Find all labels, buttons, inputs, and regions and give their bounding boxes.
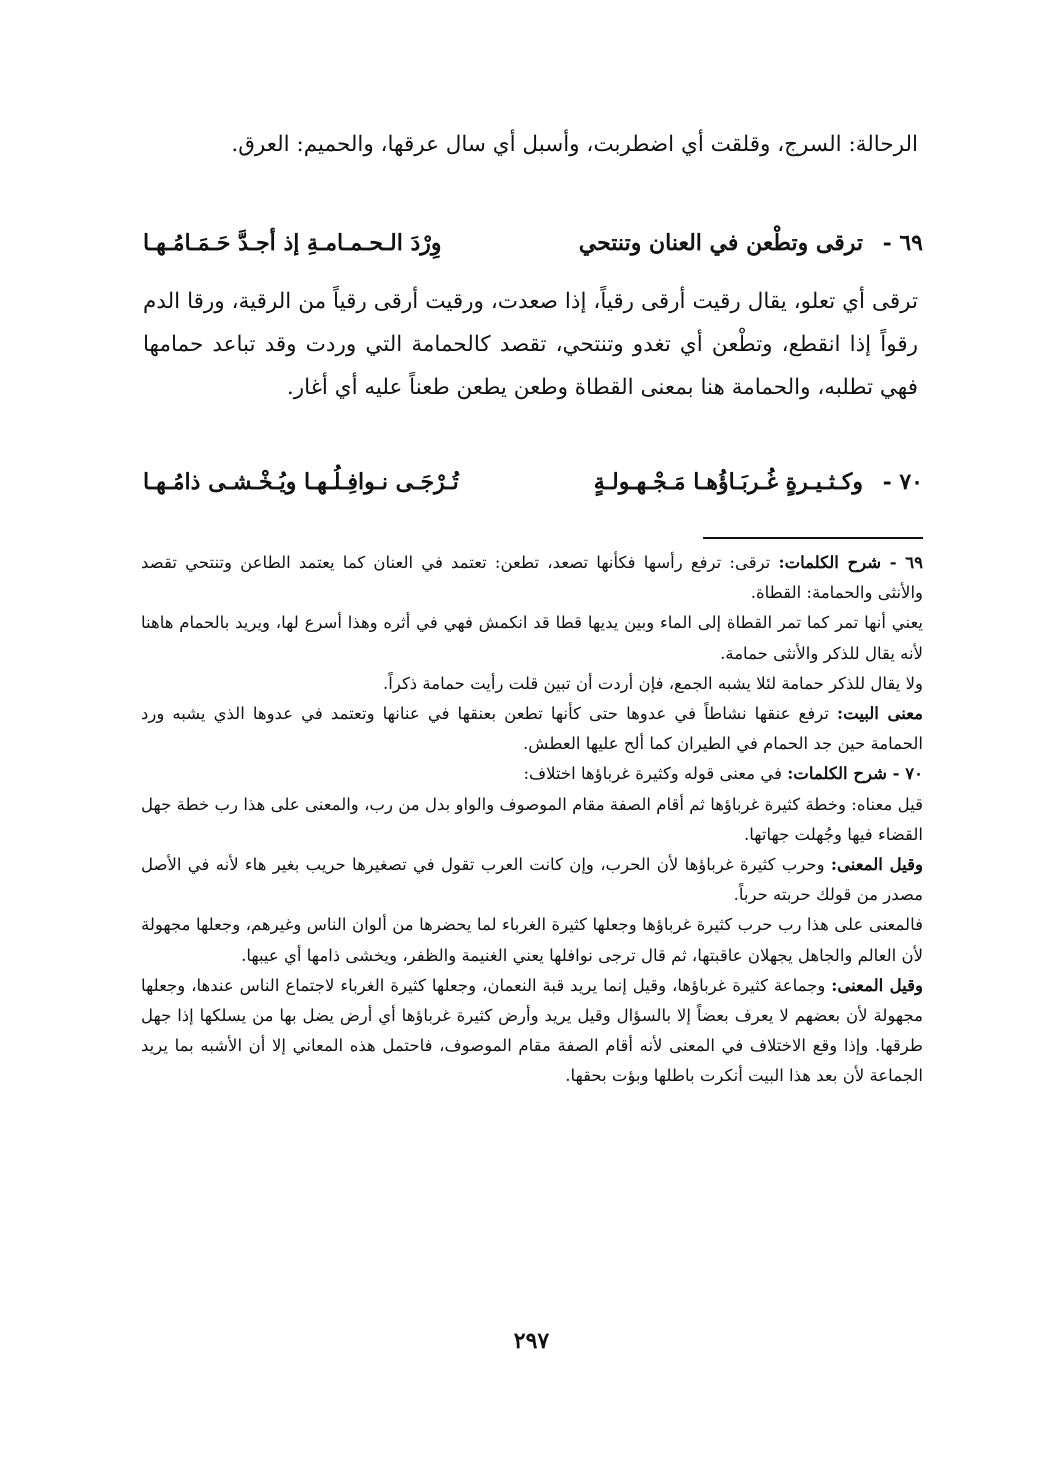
note-70-third-opinion-text: وجماعة كثيرة غرباؤها، وقيل إنما يريد قبة النعمان، وجعلها كثيرة الغرباء لاجتماع الناس عندها، وجعلها مجهولة لأن بعضهم لا يعرف بعضاً إلا بالسؤال وقيل يريد وأرض كثيرة غرباؤها أي أرض يضل بها من يسلكها إذا جهل طرقها. وإذا وقع الاختلاف في المعنى لأنه أقام الصفة مقام الموصوف، فاحتمل هذه المعاني إلا أن الأشبه بما يريد الجماعة لأن بعد هذا البيت أنكرت باطلها وبؤت بحقها.: [141, 975, 923, 1086]
verse-69-first-hemistich: ترقى وتطْعن في العنان وتنتحي: [578, 230, 863, 256]
note-69-meaning: [141, 699, 923, 759]
note-70-second-opinion: [141, 850, 923, 910]
commentary-paragraph-2: ترقى أي تعلو، يقال رقيت أرقى رقياً، إذا صعدت، ورقيت أرقى رقياً من الرقية، ورقا الدم رقواً إذا انقطع، وتطْعن أي تغدو وتنتحي، تقصد كالحمامة التي وردت وقد تباعد حمامها فهي تطلبه، والحمامة هنا بمعنى القطاة وطعن يطعن طعناً عليه أي أغار.: [143, 289, 918, 400]
note-69-words-text: ترقى: ترفع رأسها فكأنها تصعد، تطعن: تعتمد في العنان كما يعتمد الطاعن وتنتحي تقصد والأنثى والحمامة: القطاة.: [141, 553, 923, 603]
verse-70-first-hemistich: وكـثـيـرةٍ غُـربَـاؤُهـا مَـجْـهـولـةٍ: [593, 469, 863, 495]
note-69-label: ٦٩ - شرح الكلمات:: [778, 553, 924, 572]
note-70-label: ٧٠ - شرح الكلمات:: [787, 764, 923, 784]
note-70-second-opinion-label: وقيل المعنى:: [830, 855, 923, 875]
verse-70-number: ٧٠ -: [882, 469, 923, 495]
note-70-second-opinion-text: وحرب كثيرة غرباؤها لأن الحرب، وإن كانت العرب تقول في تصغيرها حريب بغير هاء لأنه في الأصل مصدر من قولك حربته حرباً.: [141, 855, 923, 905]
page-number: ٢٩٧: [513, 1328, 550, 1354]
verse-70: [143, 462, 923, 502]
footnotes: [141, 548, 923, 1092]
verse-69: [143, 223, 923, 263]
commentary-paragraph-1: الرحالة: السرج، وقلقت أي اضطربت، وأسبل أي سال عرقها، والحميم: العرق.: [231, 132, 918, 157]
note-69-words: [141, 548, 923, 608]
note-70-third-opinion-label: وقيل المعنى:: [831, 975, 923, 995]
note-70-third-opinion: [141, 971, 923, 1092]
verse-69-second-hemistich: وِرْدَ الـحـمـامـةِ إذ أجـدَّ حَـمَـامُـهـا: [143, 230, 442, 256]
footnote-divider: [703, 537, 923, 539]
note-69-meaning-text: ترفع عنقها نشاطاً في عدوها حتى كأنها تطعن بعنقها في عنانها وتعتمد في عدوها الذي يشبه ورد الحمامة حين جد الحمام في الطيران كما ألح عليها العطش.: [141, 704, 923, 754]
note-69-explanation: يعني أنها تمر كما تمر القطاة إلى الماء وبين يديها قطا قد انكمش فهي في أثره وهذا أسرع لها، ويريد بالحمام هاهنا لأنه يقال للذكر والأنثى حمامة.: [141, 613, 923, 663]
note-69-meaning-label: معنى البيت:: [837, 704, 924, 724]
note-69-remark: ولا يقال للذكر حمامة لئلا يشبه الجمع، فإن أردت أن تبين قلت رأيت حمامة ذكراً.: [383, 673, 923, 693]
verse-69-number: ٦٩ -: [882, 230, 923, 256]
note-70-interpretation: فالمعنى على هذا رب حرب كثيرة غرباؤها وجعلها كثيرة الغرباء لما يحضرها من ألوان الناس وغيرهم، وجعلها مجهولة لأن العالم والجاهل يجهلان عاقبتها، ثم قال ترجى نوافلها يعني الغنيمة والظفر، ويخشى ذامها أي عيبها.: [141, 915, 923, 965]
note-70-words-text: في معنى قوله وكثيرة غرباؤها اختلاف:: [523, 764, 782, 784]
note-70-first-opinion: قيل معناه: وخطة كثيرة غرباؤها ثم أقام الصفة مقام الموصوف والواو بدل من رب، والمعنى على هذا رب خطة جهل القضاء فيها وجُهلت جهاتها.: [141, 794, 923, 844]
note-70-words: [141, 759, 923, 789]
verse-70-second-hemistich: تُـرْجَـى نـوافِـلُـهـا ويُـخْـشـى ذامُـهـا: [143, 469, 459, 495]
